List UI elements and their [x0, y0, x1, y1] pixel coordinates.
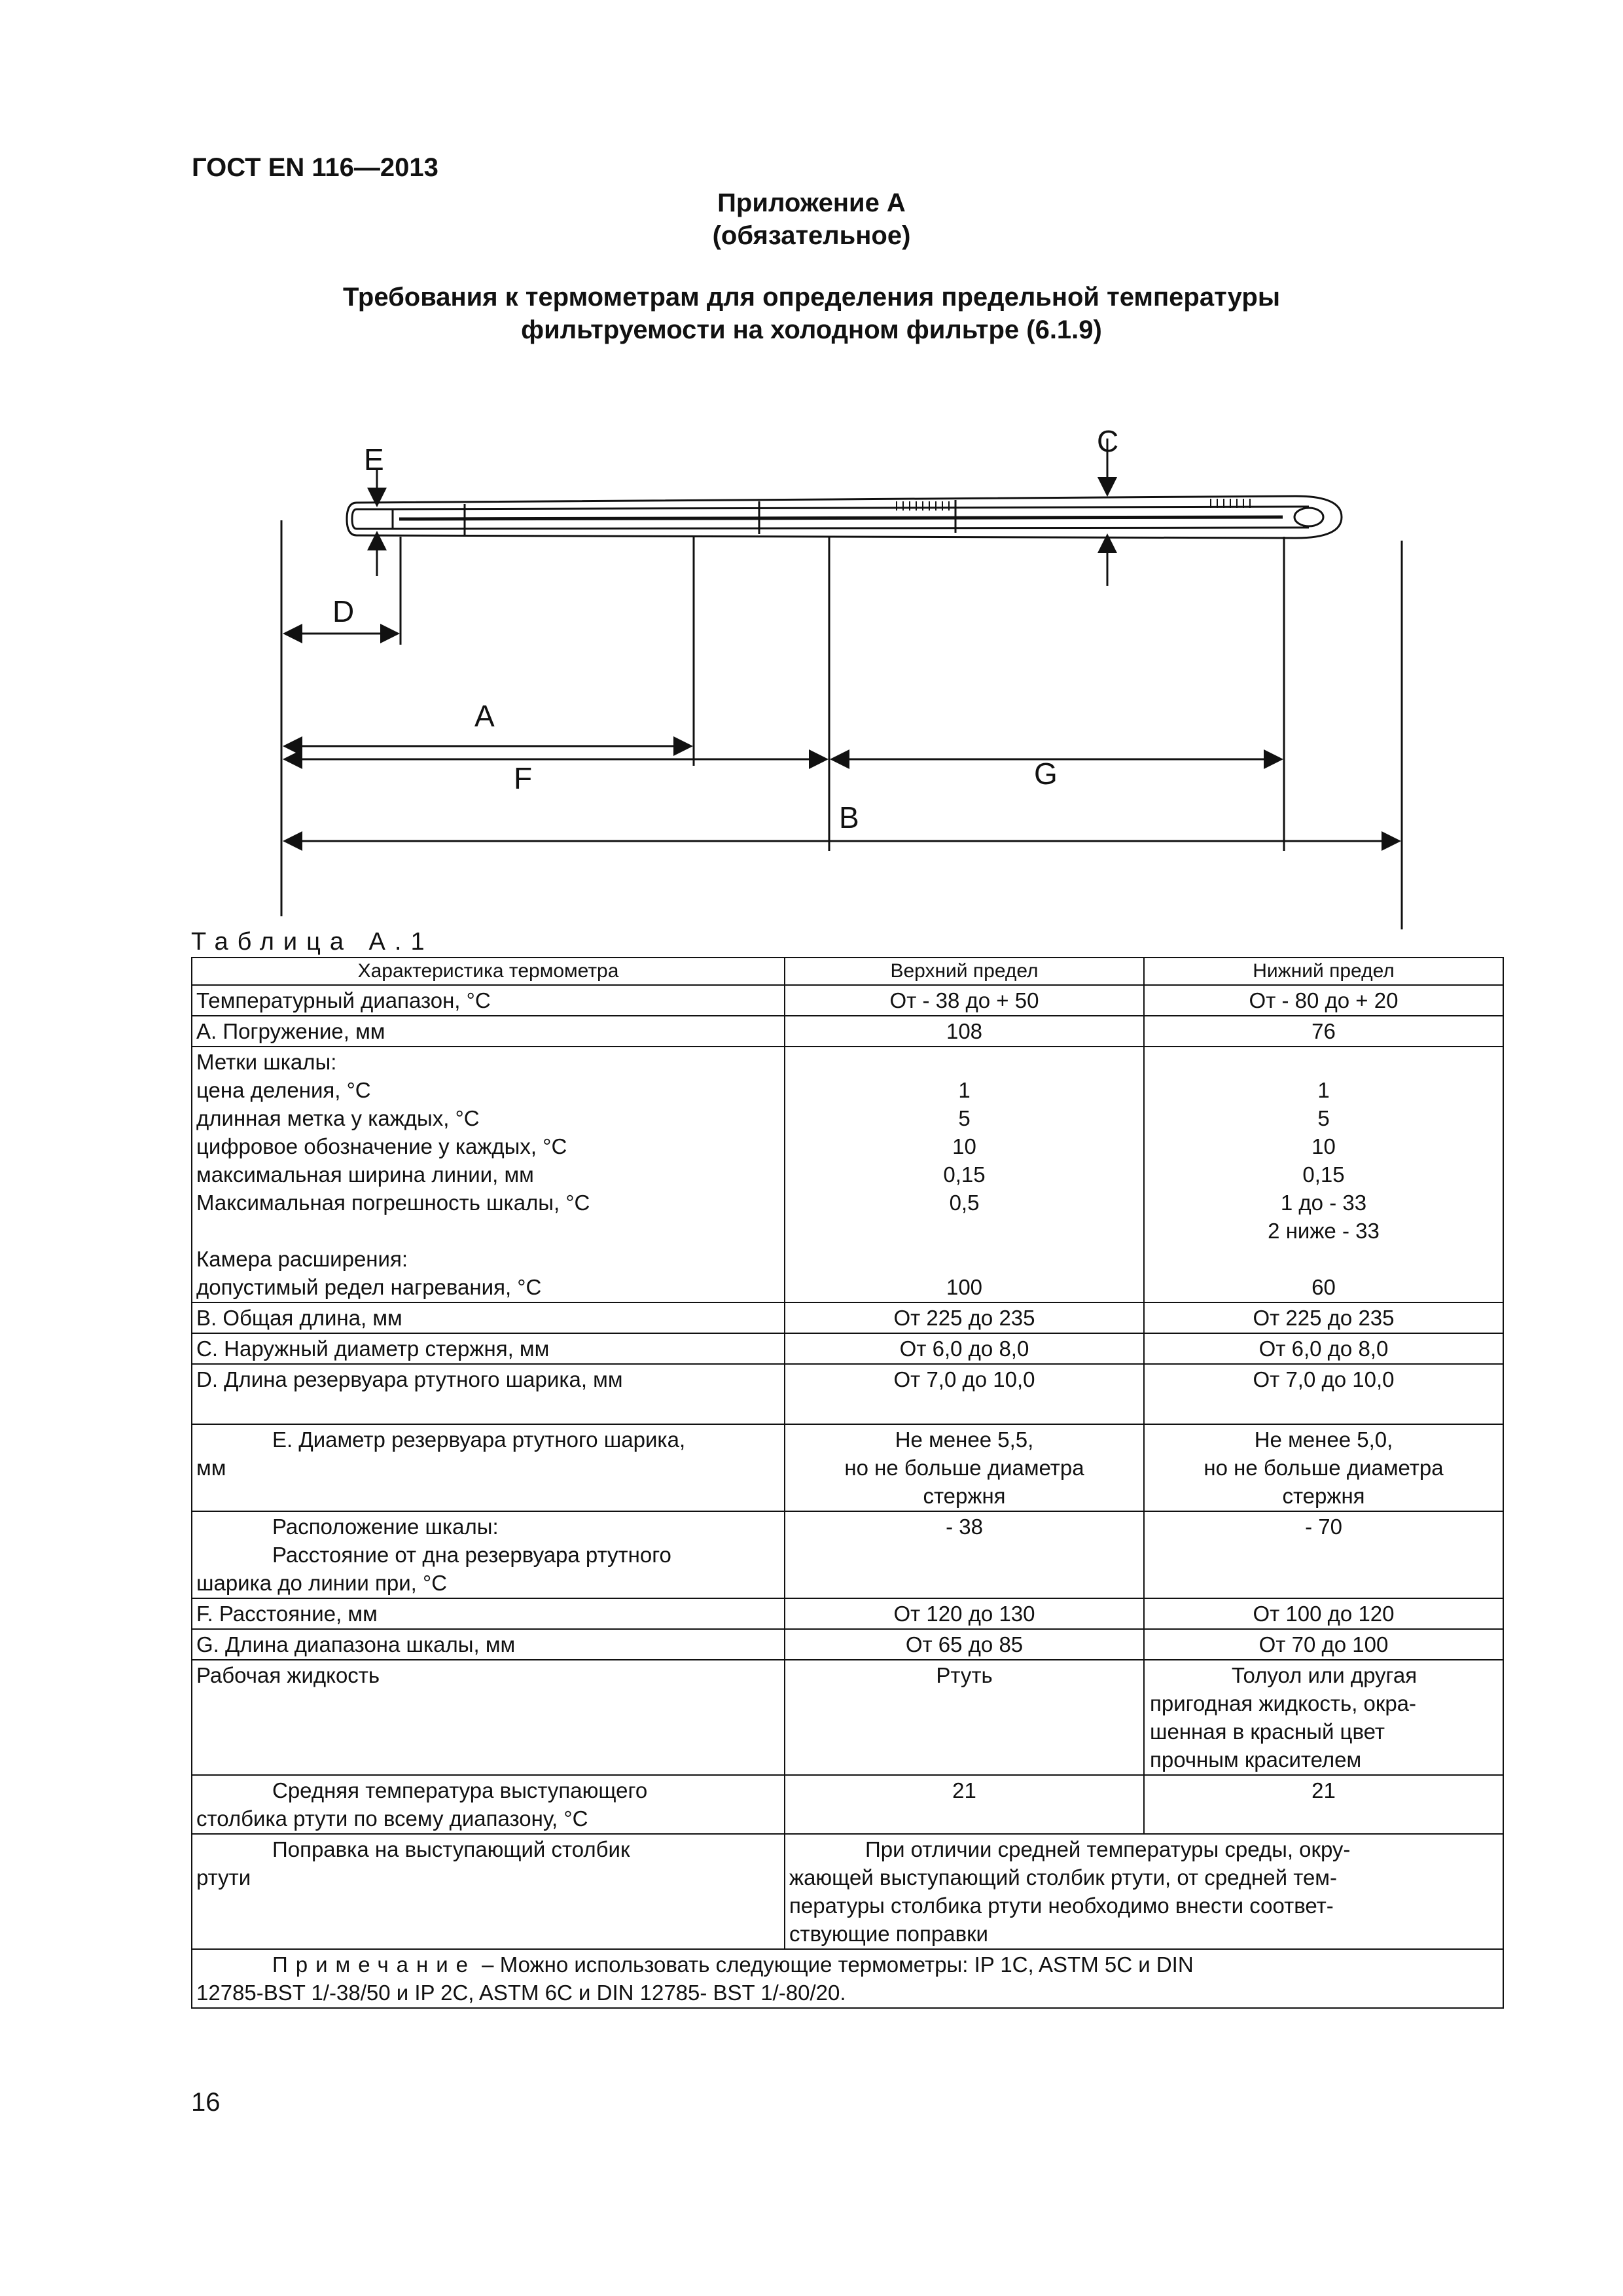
table-row: С. Наружный диаметр стержня, мм От 6,0 до 8,0 От 6,0 до 8,0: [192, 1333, 1503, 1364]
appendix-heading-line1: Требования к термометрам для определения предельной температуры: [343, 283, 1280, 312]
note-text: – Можно использовать следующие термометры: IP 1C, ASTM 5C и DIN: [476, 1952, 1194, 1977]
header-characteristic: Характеристика термометра: [192, 958, 785, 985]
label-B: B: [839, 800, 859, 834]
header-lower: Нижний предел: [1144, 958, 1503, 985]
table-row: F. Расстояние, мм От 120 до 130 От 100 до 120: [192, 1598, 1503, 1629]
label-G: G: [1034, 757, 1058, 791]
appendix-title: Приложение А: [717, 188, 906, 217]
table-note-row: Примечание – Можно использовать следующие термометры: IP 1C, ASTM 5C и DIN 12785-BST 1/-38/50 и IP 2C, ASTM 6C и DIN 12785- BST 1/-80/20.: [192, 1949, 1503, 2008]
thermometer-table: [191, 957, 1504, 2009]
table-row: Е. Диаметр резервуара ртутного шарика, мм Не менее 5,5, но не больше диаметра стержня Не менее 5,0, но не больше диаметра стержня: [192, 1424, 1503, 1511]
table-row: А. Погружение, мм 108 76: [192, 1016, 1503, 1047]
label-A: A: [474, 699, 495, 733]
table-row: Рабочая жидкость Ртуть Толуол или другая пригодная жидкость, окра- шенная в красный цвет прочным красителем: [192, 1660, 1503, 1775]
table-header-row: [192, 958, 1503, 985]
label-C: C: [1097, 424, 1119, 458]
thermometer-diagram: [249, 419, 1492, 929]
table-caption: Таблица А.1: [191, 928, 434, 956]
table-row: Метки шкалы: цена деления, °С длинная метка у каждых, °С цифровое обозначение у каждых, °С максимальная ширина линии, мм Максимальная погрешность шкалы, °С Камера расширения: допустимый редел нагревания, °С 1 5 10 0,15 0,5 100 1 5 10 0,15 1 до - 33 2 ниже - 33 60: [192, 1047, 1503, 1302]
table-row: Средняя температура выступающего столбика ртути по всему диапазону, °С 21 21: [192, 1775, 1503, 1834]
table-row: Поправка на выступающий столбик ртути При отличии средней температуры среды, окру- жающей выступающий столбик ртути, от средней тем- пературы столбика ртути необходимо внести соответ- ствующие поправки: [192, 1834, 1503, 1949]
page-number: 16: [191, 2088, 221, 2117]
standard-header: ГОСТ EN 116—2013: [192, 153, 438, 182]
table-row: G. Длина диапазона шкалы, мм От 65 до 85 От 70 до 100: [192, 1629, 1503, 1660]
appendix-status: (обязательное): [712, 221, 911, 250]
appendix-heading-line2: фильтруемости на холодном фильтре (6.1.9): [521, 315, 1102, 344]
header-upper: Верхний предел: [785, 958, 1144, 985]
note-prefix: Примечание: [272, 1952, 476, 1977]
scale-ticks: [897, 499, 1250, 511]
thermometer-bulb: [352, 509, 393, 529]
label-D: D: [332, 594, 355, 628]
label-E: E: [364, 442, 384, 476]
table-row: Температурный диапазон, °С От - 38 до + 50 От - 80 до + 20: [192, 985, 1503, 1016]
table-row: Расположение шкалы: Расстояние от дна резервуара ртутного шарика до линии при, °С - 38 - 70: [192, 1511, 1503, 1598]
label-F: F: [514, 761, 533, 795]
table-row: D. Длина резервуара ртутного шарика, мм От 7,0 до 10,0 От 7,0 до 10,0: [192, 1364, 1503, 1424]
table-row: В. Общая длина, мм От 225 до 235 От 225 до 235: [192, 1302, 1503, 1333]
